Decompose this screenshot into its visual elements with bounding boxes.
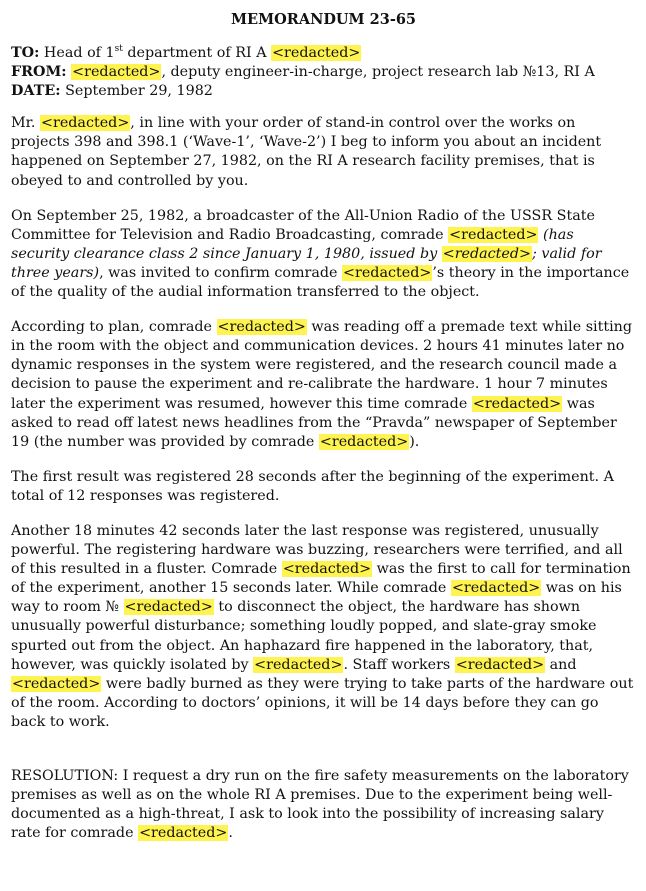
- paragraph-resolution: RESOLUTION: I request a dry run on the fire safety measurements on the laboratory premises as well as on the whole RI A premises. Due to the experiment being well-documented as a high-threat, I ask to look into the possibility of increasing salary rate for comrade <redacted>.: [11, 768, 629, 842]
- redaction: <redacted>: [455, 656, 545, 673]
- paragraph-broadcaster: On September 25, 1982, a broadcaster of the All-Union Radio of the USSR State Committee for Television and Radio Broadcasting, comrade <redacted> (has security clearance class 2 since January 1, 1980, issued by <redacted>; valid for three years), was invited to confirm comrade <redacted>’s theory in the importance of the quality of the audial information transferred to the object.: [11, 207, 630, 301]
- redaction: <redacted>: [343, 264, 432, 281]
- redaction: <redacted>: [442, 245, 532, 262]
- memo-title: MEMORANDUM 23-65: [230, 11, 417, 28]
- date-text: September 29, 1982: [60, 83, 213, 100]
- memo-header: [11, 44, 636, 101]
- redaction: <redacted>: [449, 226, 538, 243]
- paragraph-plan: According to plan, comrade <redacted> was reading off a premade text while sitting in the room with the object and communication devices. 2 hours 41 minutes later no dynamic responses in the system were registered, and the research council made a decision to pause the experiment and re-calibrate the hardware. 1 hour 7 minutes later the experiment was resumed, however this time comrade <redacted> was asked to read off latest news headlines from the “Pravda” newspaper of September 19 (the number was provided by comrade <redacted>).: [11, 319, 633, 450]
- paragraph-first-result: The first result was registered 28 seconds after the beginning of the experiment. A total of 12 responses was registered.: [11, 468, 614, 504]
- redaction: <redacted>: [41, 115, 130, 132]
- redaction: <redacted>: [472, 395, 562, 412]
- from-label: FROM:: [11, 64, 67, 81]
- to-text: Head of 1: [39, 45, 115, 61]
- redaction: <redacted>: [254, 656, 343, 673]
- redaction: <redacted>: [72, 64, 161, 81]
- to-text-b: department of RI A: [122, 45, 272, 61]
- redaction: <redacted>: [319, 433, 409, 450]
- ordinal-suffix: st: [114, 44, 123, 55]
- to-line: [11, 44, 636, 63]
- date-line: [11, 82, 636, 101]
- redaction: <redacted>: [12, 675, 101, 692]
- clearance-note: (has security clearance class 2 since January 1, 1980, issued by <redacted>; valid for three years): [11, 226, 602, 281]
- from-text: , deputy engineer-in-charge, project research lab №13, RI A: [161, 64, 595, 81]
- redaction: <redacted>: [272, 45, 361, 61]
- redaction: <redacted>: [124, 599, 213, 616]
- redaction: <redacted>: [139, 825, 228, 842]
- date-label: DATE:: [11, 83, 61, 100]
- redaction: <redacted>: [451, 580, 541, 597]
- from-line: [11, 63, 636, 82]
- paragraph-incident: Another 18 minutes 42 seconds later the last response was registered, unusually powerful. The registering hardware was buzzing, researchers were terrified, and all of this resulted in a fluster. Comrade <redacted> was the first to call for termination of the experiment, another 15 seconds later. While comrade <redacted> was on his way to room № <redacted> to disconnect the object, the hardware has shown unusually powerful disturbance; something loudly popped, and slate-gray smoke spurted out from the object. An haphazard fire happened in the laboratory, that, however, was quickly isolated by <redacted>. Staff workers <redacted> and <redacted> were badly burned as they were trying to take parts of the hardware out of the room. According to doctors’ opinions, it will be 14 days before they can go back to work.: [11, 522, 634, 730]
- redaction: <redacted>: [217, 319, 306, 336]
- to-label: TO:: [11, 45, 40, 61]
- redaction: <redacted>: [282, 561, 372, 578]
- paragraph-intro: Mr. <redacted>, in line with your order of stand-in control over the works on projects 398 and 398.1 (‘Wave-1’, ‘Wave-2’) I beg to inform you about an incident happened on September 27, 1982, on the RI A research facility premises, that is obeyed to and controlled by you.: [11, 115, 602, 189]
